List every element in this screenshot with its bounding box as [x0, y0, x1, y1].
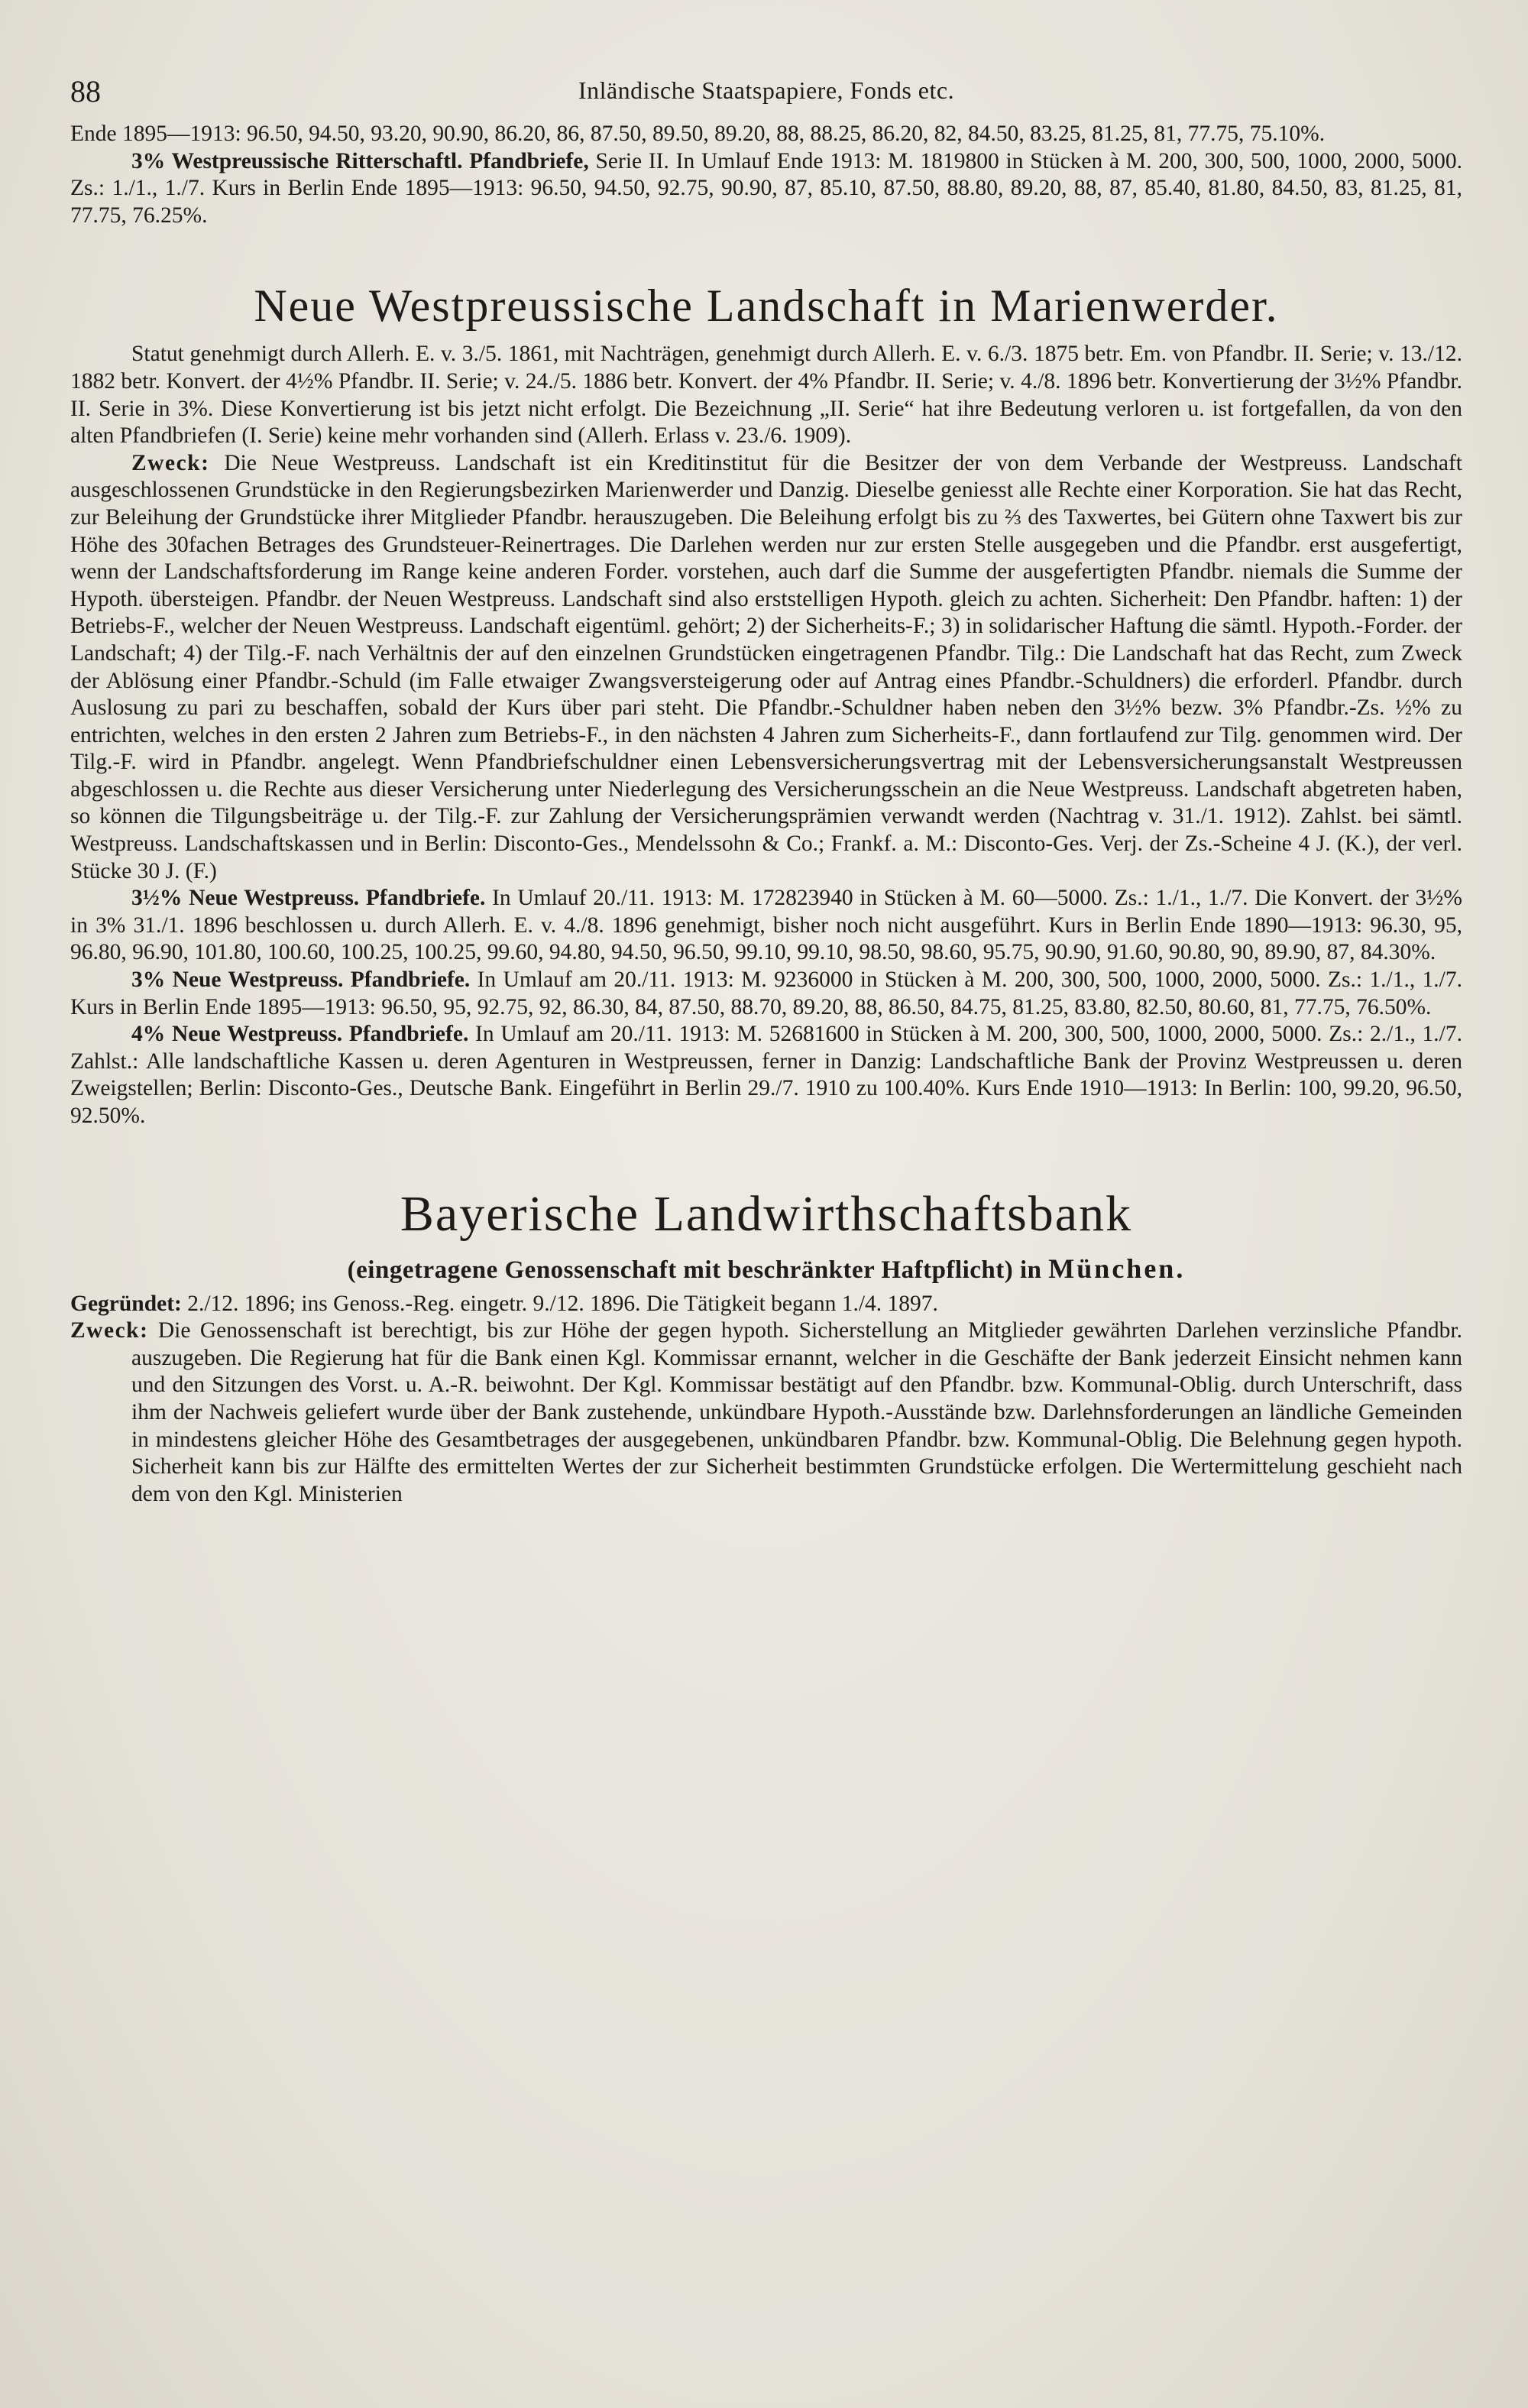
pfandbriefe-4-text: In Umlauf am 20./11. 1913: M. 52681600 in Stücken à M. 200, 300, 500, 1000, 2000, 5000. Zs.: 2./1., 1./7. Zahlst.: Alle landschaftliche Kassen u. deren Agenturen in Westpreussen, ferner in Danzig: Landschaftliche Bank der Provinz Westpreussen u. deren Zweigstellen; Berlin: Disconto-Ges., Deutsche Bank. Eingeführt in Berlin 29./7. 1910 zu 100.40%. Kurs Ende 1910—1913: In Berlin: 100, 99.20, 96.50, 92.50%.: [70, 1022, 1462, 1128]
zweck-text: Die Neue Westpreuss. Landschaft ist ein Kreditinstitut für die Besitzer der von dem Verbande der Westpreuss. Landschaft ausgeschlossenen Grundstücke in den Regierungsbezirken Marienwerder und Danzig. Dieselbe geniesst alle Rechte einer Korporation. Sie hat das Recht, zur Beleihung der Grundstücke ihrer Mitglieder Pfandbr. herauszugeben. Die Beleihung erfolgt bis zu ⅔ des Taxwertes, bei Gütern ohne Taxwert bis zur Höhe des 30fachen Betrages des Grundsteuer-Reinertrages. Die Darlehen werden nur zur ersten Stelle ausgegeben und die Pfandbr. erst ausgefertigt, wenn der Landschaftsforderung im Range keine anderen Forder. vorstehen, auch darf die Summe der ausgefertigten Pfandbr. niemals die Summe der Hypoth. übersteigen. Pfandbr. der Neuen Westpreuss. Landschaft sind also erststelligen Hypoth. gleich zu achten. Sicherheit: Den Pfandbr. haften: 1) der Betriebs-F., welcher der Neuen Westpreuss. Landschaft eigentüml. gehört; 2) der Sicherheits-F.; 3) in solidarischer Haftung die sämtl. Hypoth.-Forder. der Landschaft; 4) der Tilg.-F. nach Verhältnis der auf den einzelnen Grundstücken eingetragenen Pfandbr. Tilg.: Die Landschaft hat das Recht, zum Zweck der Ablösung einer Pfandbr.-Schuld (im Falle etwaiger Zwangsversteigerung oder auf Antrag eines Pfandbr.-Schuldners) die erforderl. Pfandbr. durch Auslosung zu pari zu beschaffen, sobald der Kurs über pari steht. Die Pfandbr.-Schuldner haben neben den 3½% bezw. 3% Pfandbr.-Zs. ½% zu entrichten, welches in den ersten 2 Jahren zum Betriebs-F., in den nächsten 4 Jahren zum Sicherheits-F., dann fortlaufend zur Tilg. genommen wird. Der Tilg.-F. wird in Pfandbr. angelegt. Wenn Pfandbriefschuldner einen Lebensversicherungsvertrag mit der Lebensversicherungsanstalt Westpreussen abgeschlossen u. die Rechte aus dieser Versicherung unter Niederlegung des Versicherungsschein an die Neue Westpreuss. Landschaft abgetreten haben, so können die Tilgungsbeiträge u. der Tilg.-F. zur Zahlung der Versicherungsprämien verwandt werden (Nachtrag v. 31./1. 1912). Zahlst. bei sämtl. Westpreuss. Landschaftskassen und in Berlin: Disconto-Ges., Mendelssohn & Co.; Frankf. a. M.: Disconto-Ges. Verj. der Zs.-Scheine 4 J. (K.), der verl. Stücke 30 J. (F.): [70, 450, 1462, 883]
page-header: [70, 73, 1462, 121]
pfandbriefe-35-text: In Umlauf 20./11. 1913: M. 172823940 in Stücken à M. 60—5000. Zs.: 1./1., 1./7. Die Konvert. der 3½% in 3% 31./1. 1896 beschlossen u. durch Allerh. E. v. 4./8. 1896 genehmigt, bisher noch nicht ausgeführt. Kurs in Berlin Ende 1890—1913: 96.30, 95, 96.80, 96.90, 101.80, 100.60, 100.25, 100.25, 99.60, 94.80, 94.50, 96.50, 99.10, 99.10, 98.50, 98.60, 95.75, 90.90, 91.60, 90.80, 90, 89.90, 87, 84.30%.: [70, 886, 1462, 965]
gegruendet-paragraph: [70, 1291, 1462, 1318]
section-subtitle: [70, 1253, 1462, 1286]
ritterschaft-heading: 3% Westpreussische Ritterschaftl. Pfandbriefe,: [131, 148, 589, 173]
pfandbriefe-3-paragraph: [70, 967, 1462, 1021]
zweck-label: Zweck:: [131, 450, 210, 475]
bank-zweck-paragraph: [70, 1317, 1462, 1508]
bank-zweck-text: Die Genossenschaft ist berechtigt, bis zur Höhe der gegen hypoth. Sicherstellung an Mitglieder gewährten Darlehen verzinsliche Pfandbr. auszugeben. Die Regierung hat für die Bank einen Kgl. Kommissar ernannt, welcher in die Geschäfte der Bank jederzeit Einsicht nehmen kann und den Sitzungen des Vorst. u. A.-R. beiwohnt. Der Kgl. Kommissar bestätigt auf den Pfandbr. bzw. Kommunal-Oblig. durch Unterschrift, dass ihm der Nachweis geliefert wurde über der Bank zustehende, unkündbare Hypoth.-Ausstände bzw. Darlehnsforderungen an ländliche Gemeinden in mindestens gleicher Höhe des Gesamtbetrages der ausgegebenen, unkündbaren Pfandbr. bzw. Kommunal-Oblig. Die Belehnung gegen hypoth. Sicherheit kann bis zur Hälfte des ermittelten Wertes der zur Sicherheit bestimmten Grundstücke erfolgen. Die Wertermittelung geschieht nach dem von den Kgl. Ministerien: [131, 1318, 1462, 1506]
section-title-westpreussische-landschaft: Neue Westpreussische Landschaft in Marienwerder.: [254, 280, 1279, 332]
price-history-paragraph: Ende 1895—1913: 96.50, 94.50, 93.20, 90.90, 86.20, 86, 87.50, 89.50, 89.20, 88, 88.25, 86.20, 82, 84.50, 83.25, 81.25, 81, 77.75, 75.10%.: [70, 122, 1326, 146]
zweck-paragraph: [70, 450, 1462, 886]
pfandbriefe-35-heading: 3½% Neue Westpreuss. Pfandbriefe.: [131, 886, 486, 911]
subtitle-city: München.: [1048, 1253, 1186, 1284]
ritterschaft-text: Serie II. In Umlauf Ende 1913: M. 1819800 in Stücken à M. 200, 300, 500, 1000, 2000, 5000. Zs.: 1./1., 1./7. Kurs in Berlin Ende 1895—1913: 96.50, 94.50, 92.75, 90.90, 87, 85.10, 87.50, 88.80, 89.20, 88, 87, 85.40, 81.80, 84.50, 83, 81.25, 81, 77.75, 76.25%.: [70, 148, 1462, 228]
bank-zweck-label: Zweck:: [70, 1318, 149, 1343]
pfandbriefe-4-paragraph: [70, 1021, 1462, 1129]
pfandbriefe-3-text: In Umlauf am 20./11. 1913: M. 9236000 in Stücken à M. 200, 300, 500, 1000, 2000, 5000. Zs.: 1./1., 1./7. Kurs in Berlin Ende 1895—1913: 96.50, 95, 92.75, 92, 86.30, 84, 87.50, 88.70, 89.20, 88, 86.50, 84.75, 81.25, 83.80, 82.50, 80.60, 81, 77.75, 76.50%.: [70, 967, 1462, 1019]
gegruendet-label: Gegründet:: [70, 1291, 182, 1316]
page-body: [70, 121, 1462, 1508]
statut-paragraph: Statut genehmigt durch Allerh. E. v. 3./5. 1861, mit Nachträgen, genehmigt durch Allerh. E. v. 6./3. 1875 betr. Em. von Pfandbr. II. Serie; v. 13./12. 1882 betr. Konvert. der 4½% Pfandbr. II. Serie; v. 24./5. 1886 betr. Konvert. der 4% Pfandbr. II. Serie; v. 4./8. 1896 betr. Konvertierung der 3½% Pfandbr. II. Serie in 3%. Diese Konvertierung ist bis jetzt nicht erfolgt. Die Bezeichnung „II. Serie“ hat ihre Bedeutung verloren u. ist fortgefallen, da von den alten Pfandbriefen (I. Serie) keine mehr vorhanden sind (Allerh. Erlass v. 23./6. 1909).: [70, 342, 1462, 449]
page-number: 88: [70, 74, 101, 109]
subtitle-text: (eingetragene Genossenschaft mit beschränkter Haftpflicht) in: [347, 1256, 1042, 1284]
pfandbriefe-35-paragraph: [70, 885, 1462, 967]
pfandbriefe-4-heading: 4% Neue Westpreuss. Pfandbriefe.: [131, 1022, 469, 1047]
ritterschaft-paragraph: [70, 148, 1462, 230]
section-title-bayerische-landwirthschaftsbank: Bayerische Landwirthschaftsbank: [400, 1185, 1133, 1242]
pfandbriefe-3-heading: 3% Neue Westpreuss. Pfandbriefe.: [131, 967, 471, 993]
running-title: Inländische Staatspapiere, Fonds etc.: [578, 76, 955, 104]
gegruendet-text: 2./12. 1896; ins Genoss.-Reg. eingetr. 9./12. 1896. Die Tätigkeit begann 1./4. 1897.: [181, 1291, 938, 1316]
